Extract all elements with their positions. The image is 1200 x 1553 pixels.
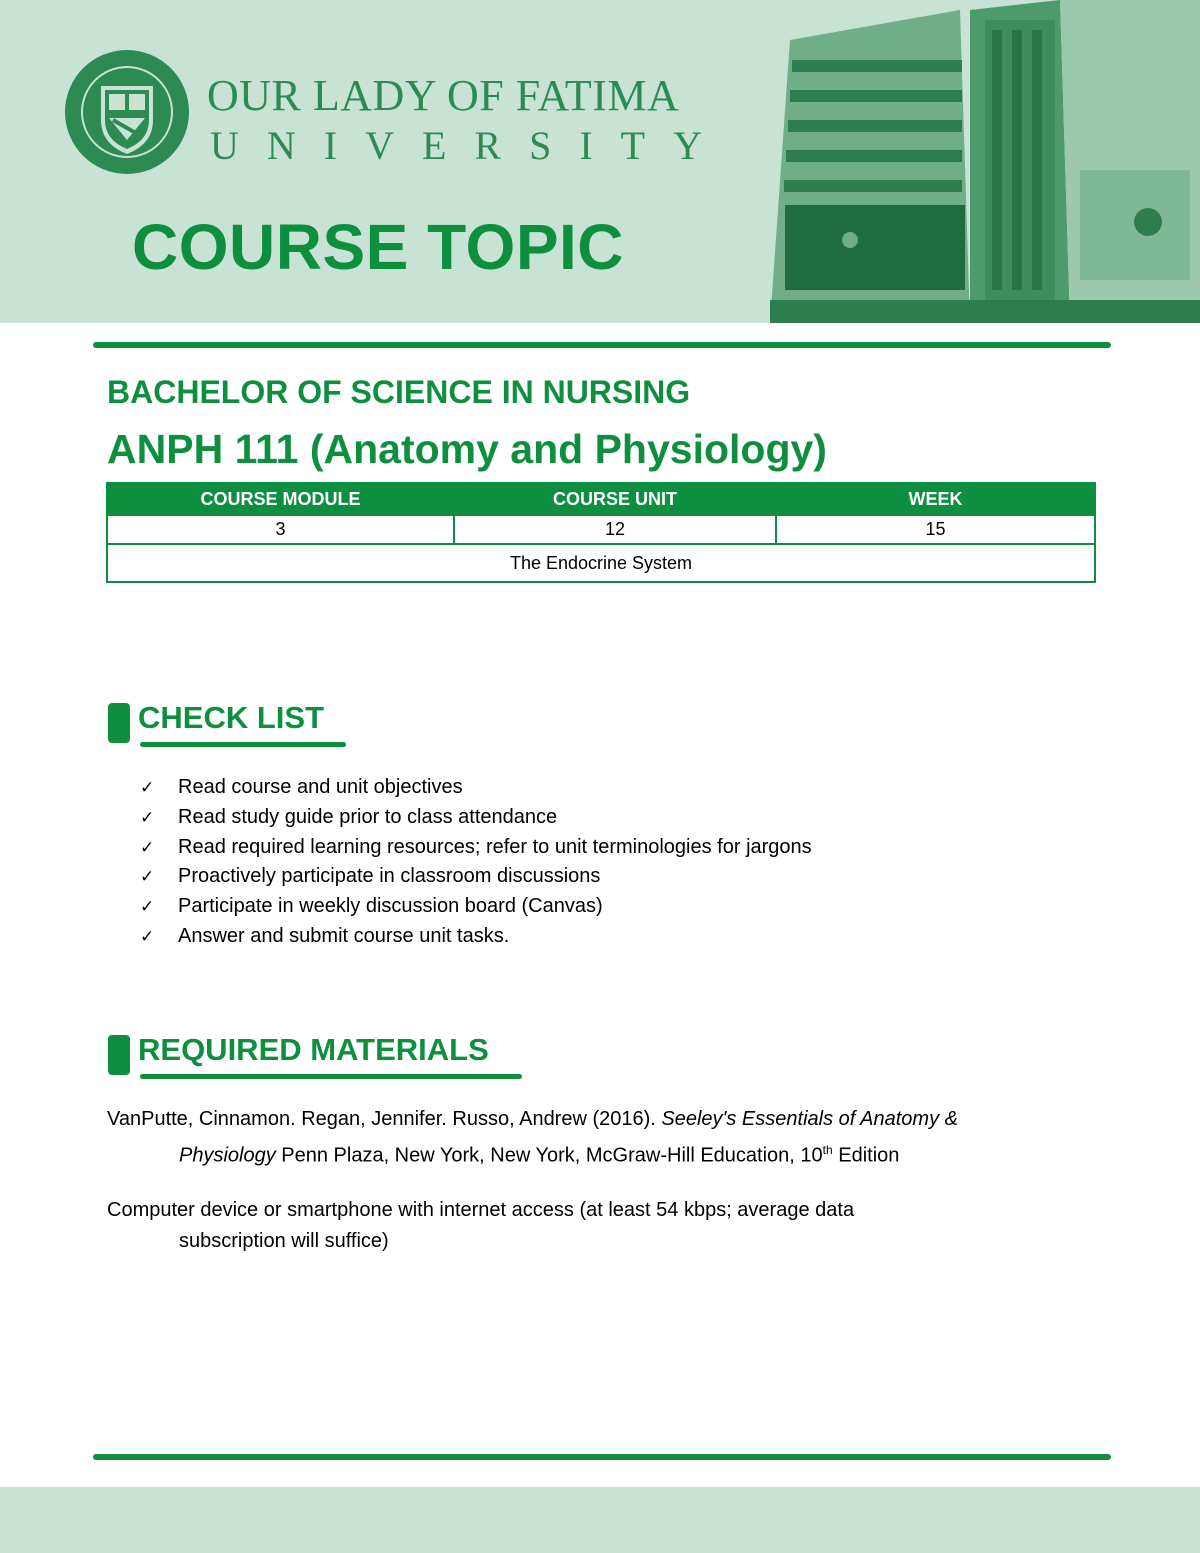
heading-underline: [140, 1074, 522, 1079]
header-course-module: COURSE MODULE: [107, 483, 454, 515]
reference-title-cont: Physiology: [179, 1144, 276, 1167]
reference-edition-suffix: th: [822, 1143, 833, 1157]
reference-line: Computer device or smartphone with internet access (at least 54 kbps; average data: [107, 1199, 855, 1221]
university-name-line2: UNIVERSITY: [210, 123, 730, 168]
header-banner: [0, 0, 1200, 323]
checkmark-icon: ✓: [140, 807, 155, 828]
program-title: BACHELOR OF SCIENCE IN NURSING: [107, 374, 691, 410]
list-item: [140, 833, 812, 863]
list-item: [140, 803, 812, 833]
reference-title: Seeley's Essentials of Anatomy &: [661, 1108, 958, 1130]
cell-course-module: 3: [107, 515, 454, 544]
page-title: COURSE TOPIC: [132, 211, 624, 283]
list-item-text: Proactively participate in classroom discussions: [178, 865, 601, 888]
table-header-row: [107, 483, 1095, 515]
checkmark-icon: ✓: [140, 867, 155, 888]
reference-publisher: Penn Plaza, New York, New York, McGraw-Hill Education, 10: [275, 1144, 823, 1167]
checkmark-icon: ✓: [140, 926, 155, 947]
heading-underline: [140, 742, 346, 747]
checkmark-icon: ✓: [140, 837, 155, 858]
heading-marker: [108, 703, 130, 743]
header-course-unit: COURSE UNIT: [454, 483, 776, 515]
reference-textbook: [107, 1104, 1097, 1172]
bottom-divider: [93, 1454, 1111, 1460]
list-item-text: Read required learning resources; refer to unit terminologies for jargons: [178, 835, 812, 858]
list-item-text: Read course and unit objectives: [178, 776, 463, 798]
list-item-text: Read study guide prior to class attendance: [178, 805, 558, 828]
heading-marker: [108, 1035, 130, 1075]
footer-band: [0, 1487, 1200, 1553]
reference-edition: Edition: [832, 1144, 900, 1167]
materials-title: REQUIRED MATERIALS: [138, 1032, 489, 1067]
checklist: [140, 773, 812, 952]
reference-line: [107, 1135, 1097, 1172]
course-info-table: [106, 482, 1096, 583]
checkmark-icon: ✓: [140, 897, 155, 918]
list-item: [140, 773, 812, 803]
checklist-title: CHECK LIST: [138, 700, 324, 735]
list-item-text: Answer and submit course unit tasks.: [178, 924, 510, 947]
list-item: [140, 922, 812, 952]
reference-line: subscription will suffice): [179, 1230, 389, 1252]
cell-week: 15: [776, 515, 1095, 544]
table-row: [107, 544, 1095, 582]
reference-line: [107, 1104, 1097, 1135]
campus-building-image: [730, 0, 1200, 323]
reference-device: [107, 1195, 1097, 1257]
top-divider: [93, 342, 1111, 348]
course-title: ANPH 111 (Anatomy and Physiology): [107, 426, 827, 472]
cell-course-unit: 12: [454, 515, 776, 544]
reference-authors: VanPutte, Cinnamon. Regan, Jennifer. Russo, Andrew (2016).: [107, 1108, 662, 1130]
checkmark-icon: ✓: [140, 778, 155, 798]
header-week: WEEK: [776, 483, 1095, 515]
list-item: [140, 862, 812, 892]
university-name-line1: OUR LADY OF FATIMA: [207, 71, 680, 120]
list-item: [140, 892, 812, 922]
university-seal-logo: [63, 48, 191, 176]
list-item-text: Participate in weekly discussion board (Canvas): [178, 895, 603, 918]
table-row: [107, 515, 1095, 544]
cell-topic: The Endocrine System: [107, 544, 1095, 582]
